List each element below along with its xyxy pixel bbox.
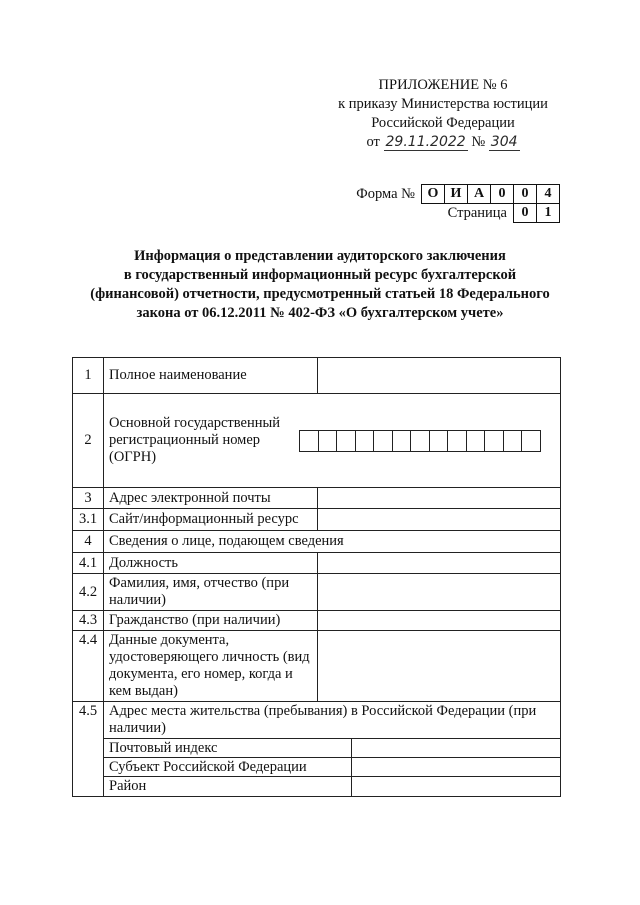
form-table [72,357,561,797]
row-label: Фамилия, имя, отчество (при наличии) [104,574,318,611]
region-field[interactable] [351,758,560,777]
table-row [73,358,561,394]
table-row [73,611,561,631]
form-code-cells [421,184,560,204]
postal-code-field[interactable] [351,739,560,758]
row-label: Сайт/информационный ресурс [104,509,318,531]
identity-document-field[interactable] [318,631,561,702]
appendix-order-ref: к приказу Министерства юстиции [338,96,548,112]
handwritten-number: 304 [490,134,518,150]
row-number: 4.2 [73,574,104,611]
document-title [60,247,580,323]
page-code-cell: 0 [521,205,529,220]
form-code-label: Форма № [356,185,415,202]
row-label: Данные документа, удостоверяющего личность (вид документа, его номер, когда и кем выдан) [104,631,318,702]
page-code-cells [513,203,560,223]
title-line: закона от 06.12.2011 № 402-ФЗ «О бухгалтерском учете» [136,305,504,321]
row-number: 3 [73,488,104,509]
form-code-cell: И [444,185,467,203]
website-field[interactable] [318,509,561,531]
ogrn-input-boxes[interactable] [299,430,541,452]
section-heading: Адрес места жительства (пребывания) в Российской Федерации (при наличии) [109,703,537,736]
table-row [73,394,561,488]
table-row [73,574,561,611]
title-line: (финансовой) отчетности, предусмотренный статьей 18 Федерального [90,286,550,302]
form-code-cell: А [467,185,490,203]
row-label: Гражданство (при наличии) [104,611,318,631]
appendix-ministry: Российской Федерации [371,115,515,131]
row-label: Район [104,777,351,796]
row-number: 1 [73,358,104,394]
title-line: в государственный информационный ресурс бухгалтерской [123,267,517,283]
form-code-cell: 0 [513,185,536,203]
section-heading: Сведения о лице, подающем сведения [104,531,561,553]
form-code-cell: О [427,186,439,201]
position-field[interactable] [318,553,561,574]
row-number: 4.4 [73,631,104,702]
table-row [73,531,561,553]
email-field[interactable] [318,488,561,509]
row-number: 4 [73,531,104,553]
row-label: Адрес электронной почты [104,488,318,509]
row-label: Основной государственный регистрационный номер (ОГРН) [109,415,280,465]
row-label: Субъект Российской Федерации [104,758,351,777]
page-code-label: Страница [447,204,507,221]
number-label: № [471,134,486,150]
page-code-cell: 1 [536,204,559,222]
table-row [73,509,561,531]
full-person-name-field[interactable] [318,574,561,611]
district-field[interactable] [351,777,560,796]
appendix-date-line [328,133,558,152]
row-label: Должность [104,553,318,574]
from-label: от [366,134,380,150]
table-row [73,702,561,797]
row-number: 2 [73,394,104,488]
row-number: 4.5 [73,702,104,797]
form-code-cell: 0 [490,185,513,203]
address-subtable [104,738,560,796]
table-row [73,488,561,509]
row-label: Почтовый индекс [104,739,351,758]
handwritten-date: 29.11.2022 [385,134,466,150]
full-name-field[interactable] [318,358,561,394]
row-label: Полное наименование [104,358,318,394]
title-line: Информация о представлении аудиторского заключения [134,248,506,264]
table-row [73,553,561,574]
appendix-header [328,76,558,152]
appendix-title: ПРИЛОЖЕНИЕ № 6 [378,77,508,93]
citizenship-field[interactable] [318,611,561,631]
form-code-cell: 4 [536,185,559,203]
form-code [356,184,560,204]
row-number: 3.1 [73,509,104,531]
page-code [448,203,560,223]
row-number: 4.1 [73,553,104,574]
table-row [73,631,561,702]
row-number: 4.3 [73,611,104,631]
